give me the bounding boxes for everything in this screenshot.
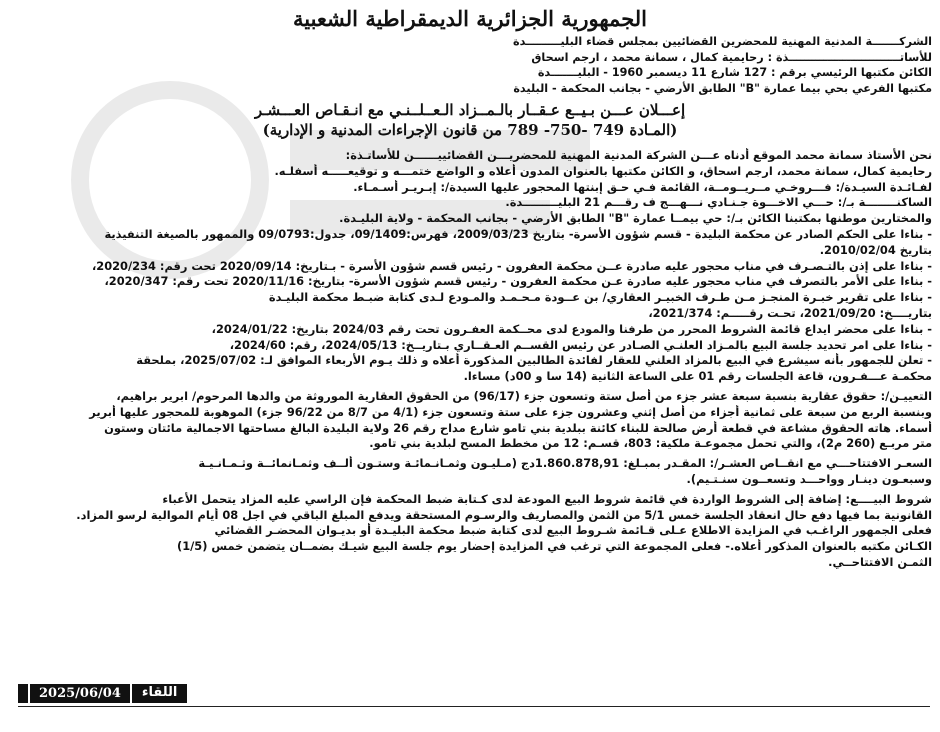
body-line: شروط البيــــع: إضافة إلى الشروط الواردة في قائمة شروط البيع المودعة لدى كـتابة ضبط المحكمة فإن الراسي عليه المزاد يتحمل الأعباء [162, 491, 932, 506]
body-line: بتاريــــخ: 2021/09/20، تحـت رقـــــم: 2021/374، [648, 305, 932, 320]
publication-date: 2025/06/04 [30, 684, 130, 703]
body-line: الكـائن مكتبه بالعنوان المذكور أعلاه.- فعلى المجموعة التي ترغب في المزايدة إحضار يوم جلسة البيع شيـك بضمــان يتضمن خمس (1/5) [177, 539, 932, 554]
announcement-heading-line: إعـــلان عـــن بـيــع عـقــار بالـمــزاد الـعــلــنـي مع انـقـاص العـــشـر [254, 101, 686, 119]
body-line: نحن الأستاذ سمانة محمد الموقع أدناه عـــن الشركة المدنية المهنية للمحضريـــن القضائييــــــن للأساتـذة: [345, 148, 932, 162]
body-line: متر مربـع (260 م2)، والتي تحمل مجموعـة ملكية: 803، قسـم: 12 من مخطط المسح لبلدية بني تامو. [369, 436, 932, 451]
body-line: - بناءا على امر تحديد جلسة البيع بالمـزاد العلنـي الصـادر عن رئيس القســم العـقــاري بـتاريــخ: 2024/05/13، رقم: 2024/60، [229, 337, 932, 352]
body-line: فعلى الجمهور الراغـب في المزايدة الاطلاع عـلى قـائمة شـروط البيع لدى كتابة ضبط محكمة البليـدة أو بديـوان المحضـر القضائي [214, 523, 932, 538]
body-line: لفـائـدة السيـدة/: فـــروخـي مــريــومــة، القائمة فـي حـق إبنتها المحجور عليها السيدة/: إبـريـر أسـمـاء. [353, 179, 932, 194]
body-line: بتاريخ 2010/02/04. [819, 242, 932, 257]
body-line: والمختارين موطنها بمكتبنا الكائن بـ/: حي بيمــا عمارة "B" الطابق الأرضي - بجانب المحكمة - ولاية البليـدة. [339, 211, 932, 226]
page-title: الجمهورية الجزائرية الديمقراطية الشعبية [292, 6, 647, 31]
footer-bar [18, 684, 28, 703]
body-line: - بناءا على الحكم الصادر عن محكمة البليدة - قسم شؤون الأسرة- بتاريخ 2009/03/23، فهرس:09/1409، جدول:09/0793 والممهور بالصيغة التنفيذية [104, 226, 932, 241]
body-line: الثمـن الافتتاحــي. [828, 554, 932, 569]
announcement-heading [8, 100, 932, 140]
body-line: القانونية بما فيها دفع حال انعقاد الجلسة خمس 5/1 من الثمن والمصاريف والرسـوم المستحقة ويدفع المبلغ الباقي في اجل 08 أيام الموالية لرسو المزاد. [76, 507, 932, 522]
office-header-line: الشركـــــــة المدنية المهنية للمحضرين القضائيين بمجلس قضاء البليـــــــــدة [512, 35, 932, 48]
body-line: - بناءا على تقرير خبـرة المنجـز مـن طـرف الخبيـر العقاري/ بن عــودة مـحـمـد والمـودع لـدى كتابة ضبـط محكمة البليـدة [268, 290, 932, 305]
office-header-line: الكائن مكتبها الرئيسي برقم : 127 شارع 11 ديسمبر 1960 - البليـــــــدة [537, 66, 932, 79]
body-line: - بناءا على الأمر بالتصرف في مناب محجور عليه صادرة عـن محكمة العفرون - رئيس قسم شؤون الأسرة- بتاريخ: 2020/11/16 تحت رقم: 2020/347، [104, 274, 932, 289]
announcement-heading-line: (المـادة 749 -750- 789 من قانون الإجراءات المدنية و الإدارية) [262, 121, 678, 139]
announcement-body [8, 148, 932, 571]
body-line: - تعلن للجمهور بأنه سيشرع في البيع بالمزاد العلني للعقار لفائدة الطالبين المذكورة أعلاه و ذلك يـوم الأربعاء الموافق لـ: 2025/07/02، بملحقة [136, 353, 932, 368]
body-line: محكمـة عـــفـرون، قاعة الجلسات رقم 01 على الساعة الثانية (14 سا و 00د) مساءا. [463, 369, 932, 384]
body-line: الساكنــــــــة بـ/: حـــي الاخـــوة جـنـادي نـــهـــج ف رقـــم 21 البليـــــــــدة. [505, 195, 932, 210]
office-header-line: للأساتـــــــــــــــــــــــــــــذة : رحايمية كمال ، سمانة محمد ، ارجم اسحاق [531, 50, 932, 64]
body-line: - بناءا على محضر ايداع قائمة الشروط المحرر من طرفنا والمودع لدى محــكمة العفـرون تحت رقم 2024/03 بتاريخ: 2024/01/22، [211, 321, 932, 336]
body-line: التعييـن/: حقوق عقارية بنسبة سبعة عشر جزء من أصل ستة وتسعون جزء (96/17) من الحقوق العقارية الموروثة من والدها المرحوم/ ابرير براهيم، [116, 388, 932, 403]
office-header-line: مكتبها الفرعي بحي بيما عمارة "B" الطابق الأرضي - بجانب المحكمة - البليدة [513, 81, 932, 95]
body-line: - بناءا على إذن بالتـصـرف في مناب محجور عليه صادرة عــن محكمة العفرون - رئيس قسم شؤون الأسرة - بـتاريخ: 2020/09/14 تحت رقم: 2020/234، [91, 258, 932, 273]
body-line: وسبعـون دينـار وواحـــد وتسعــون سنـتـيم). [686, 471, 932, 486]
footer-rule [18, 706, 930, 707]
publication-footer [18, 684, 187, 703]
body-line: وبنسبة الربع من سبعة على ثمانية أجزاء من أصل إثني وعشرون جزء على ستة وتسعون جزء (4/1 من 8/7 من 96/22 جزء) الموهوبة للمحجور عليها أبرير [89, 404, 932, 419]
body-line: السعـر الافتتاحـــي مع انقــاص العشـر/: المقـدر بمبـلغ: 1.860.878,91دج (مـليـون وثمـانـمائـة وستـون ألــف وثمـانمائــة وثـمـانـيـة [198, 456, 932, 471]
body-line: أسماء. هاته الحقوق مشاعة في قطعة أرض صالحة للبناء كائنة ببلدية بني تامو شارع مداح رقم 26 ولاية البليدة البالغ مساحتها الاجمالية مائتان وستون [104, 420, 932, 435]
newspaper-label: اللقاء [132, 684, 188, 703]
body-line: رحايمية كمال، سمانة محمد، ارجم اسحاق، و الكائن مكتبها بالعنوان المدون أعلاه و الواضع ختمـــه و توقيعـــــه أسفلـه. [274, 163, 932, 178]
office-header [8, 34, 932, 96]
